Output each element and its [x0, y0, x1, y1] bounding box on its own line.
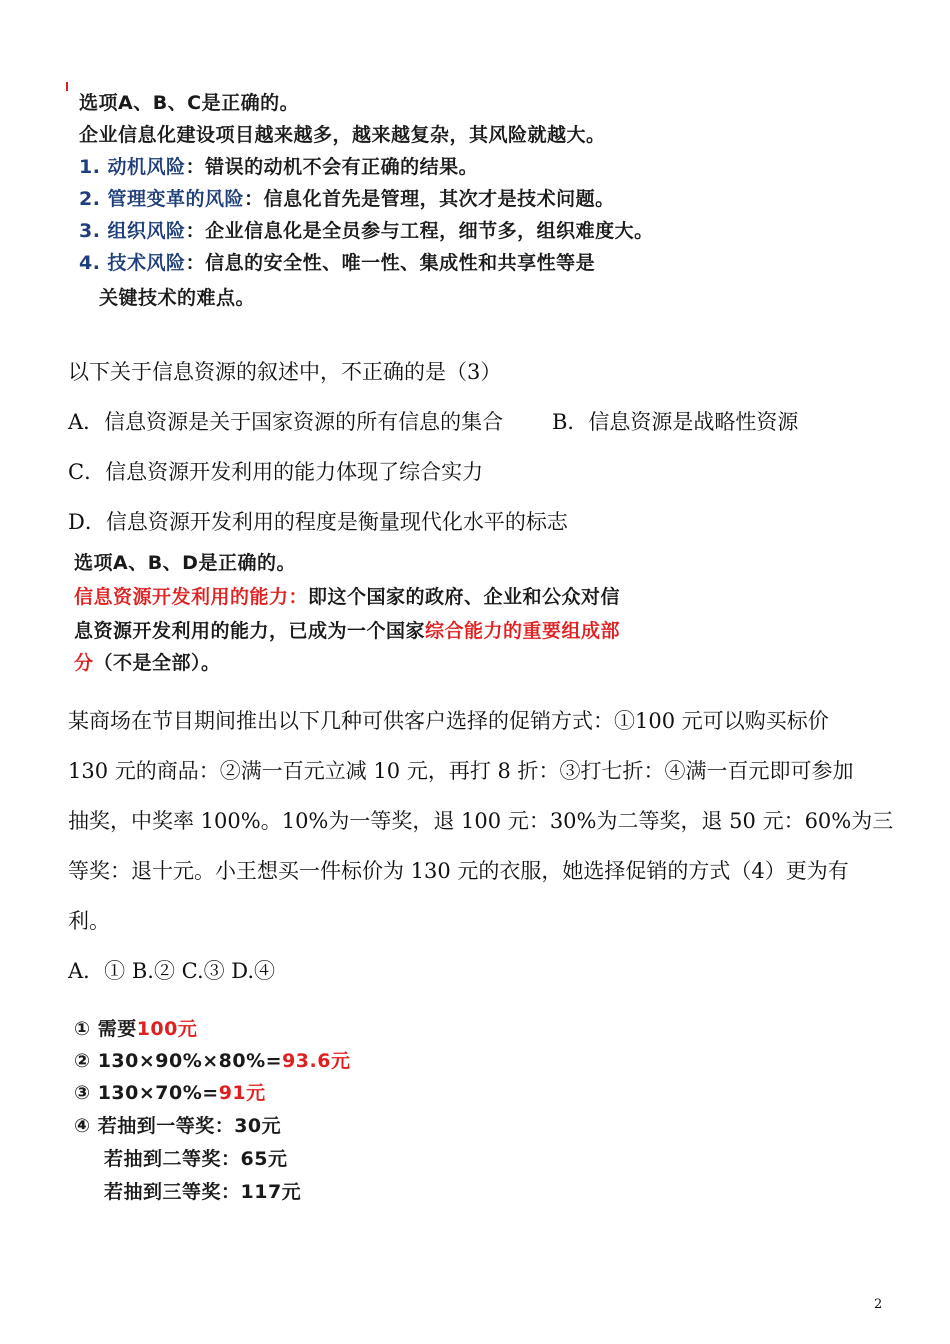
item-label: 4. 技术风险: [79, 252, 186, 274]
q4-line-1: 某商场在节目期间推出以下几种可供客户选择的促销方式：①100 元可以购买标价: [68, 709, 829, 733]
q4-line-5: 利。: [68, 909, 110, 933]
block2-line4: 分（不是全部）。: [74, 652, 221, 674]
option-d: D．信息资源开发利用的程度是衡量现代化水平的标志: [68, 510, 568, 534]
q4-line-4: 等奖：退十元。小王想买一件标价为 130 元的衣服，她选择促销的方式（4）更为有: [68, 859, 849, 883]
calc-row-2: ② 130×90%×80%=93.6元: [74, 1050, 351, 1072]
block1-line1: 选项A、B、C是正确的。: [79, 92, 300, 114]
calc-row-6: 若抽到三等奖：117元: [104, 1181, 302, 1203]
block1-line2: 企业信息化建设项目越来越多，越来越复杂，其风险就越大。: [79, 124, 606, 146]
block1-item-4: 4. 技术风险：信息的安全性、唯一性、集成性和共享性等是: [79, 252, 596, 274]
option-a: A．信息资源是关于国家资源的所有信息的集合: [68, 410, 504, 434]
block2-line2: 信息资源开发利用的能力：即这个国家的政府、企业和公众对信: [74, 586, 621, 608]
block1-item-2: 2. 管理变革的风险：信息化首先是管理，其次才是技术问题。: [79, 188, 615, 210]
question-stem: 以下关于信息资源的叙述中，不正确的是（3）: [68, 360, 502, 384]
block1-line7: 关键技术的难点。: [99, 287, 256, 309]
q4-options: A．① B.② C.③ D.④: [68, 959, 276, 983]
calc-row-3: ③ 130×70%=91元: [74, 1082, 266, 1104]
option-c: C．信息资源开发利用的能力体现了综合实力: [68, 460, 484, 484]
item-label: 2. 管理变革的风险: [79, 188, 245, 210]
block2-line1: 选项A、B、D是正确的。: [74, 552, 296, 574]
q4-line-2: 130 元的商品：②满一百元立减 10 元，再打 8 折：③打七折：④满一百元即可参加: [68, 759, 854, 783]
option-b: B．信息资源是战略性资源: [552, 410, 799, 434]
page-number: 2: [874, 1297, 883, 1312]
red-mark: [66, 82, 68, 91]
item-label: 1. 动机风险: [79, 156, 186, 178]
block2-line3: 息资源开发利用的能力，已成为一个国家综合能力的重要组成部: [74, 620, 621, 642]
q4-line-3: 抽奖，中奖率 100%。10%为一等奖，退 100 元：30%为二等奖，退 50 元：60%为三: [68, 809, 894, 833]
calc-row-1: ① 需要100元: [74, 1018, 198, 1040]
calc-row-5: 若抽到二等奖：65元: [104, 1148, 288, 1170]
block1-item-1: 1. 动机风险：错误的动机不会有正确的结果。: [79, 156, 479, 178]
block1-item-3: 3. 组织风险：企业信息化是全员参与工程，细节多，组织难度大。: [79, 220, 654, 242]
item-label: 3. 组织风险: [79, 220, 186, 242]
calc-row-4: ④ 若抽到一等奖：30元: [74, 1115, 282, 1137]
